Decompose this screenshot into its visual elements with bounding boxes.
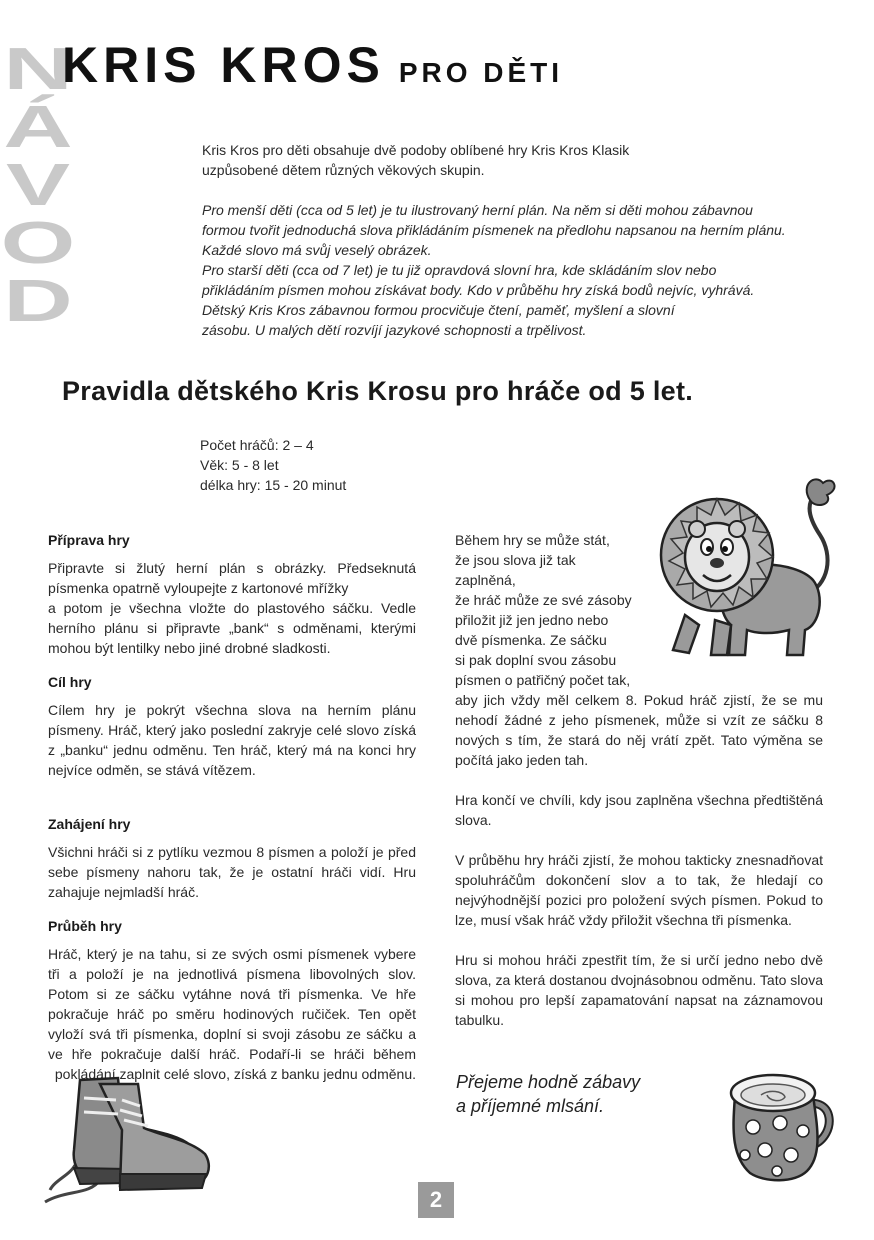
age-range: Věk: 5 - 8 let xyxy=(200,457,279,473)
left-column xyxy=(48,530,416,1084)
game-duration: délka hry: 15 - 20 minut xyxy=(200,477,347,493)
lion-illustration xyxy=(655,465,845,665)
side-letter: V xyxy=(5,151,71,218)
game-meta xyxy=(200,435,346,495)
section-heading-course: Průběh hry xyxy=(48,918,122,934)
side-letter: N xyxy=(3,35,73,102)
page-title xyxy=(62,36,563,94)
intro-italic-paragraph: Pro menší děti (cca od 5 let) je tu ilustrovaný herní plán. Na něm si děti mohou zábavnou formou tvořit jednoduchá slova přikládáním písmenek na předlohu napsanou na herním plánu. Každé slovo má svůj veselý obrázek. Pro starší děti (cca od 7 let) je tu již opravdová slovní hra, kde skládáním slov nebo přikládáním písmen mohou získávat body. Kdo v průběhu hry získá bodů nejvíc, vyhrává. Dětský Kris Kros zábavnou formou procvičuje čtení, paměť, myšlení a slovní zásobu. U malých dětí rozvíjí jazykové schopnosti a trpělivost. xyxy=(202,202,786,338)
title-main: KRIS KROS xyxy=(62,37,385,93)
page-number: 2 xyxy=(418,1182,454,1218)
jug-illustration xyxy=(725,1065,840,1185)
right-paragraph-3: V průběhu hry hráči zjistí, že mohou takticky znesnadňovat spoluhráčům dokončení slov a to tak, že hledají co nejvýhodnější pozici pro položení svých písmen. Pokud to lze, musí však hráč vždy přiložit všechna tři písmenka. xyxy=(455,852,823,928)
rules-heading: Pravidla dětského Kris Krosu pro hráče od 5 let. xyxy=(62,376,694,406)
section-text-start: Všichni hráči si z pytlíku vezmou 8 písmen a položí je před sebe písmeny nahoru tak, že je ostatní hráči vidí. Hru zahajuje nejmladší hráč. xyxy=(48,844,416,900)
section-heading-goal: Cíl hry xyxy=(48,674,92,690)
section-heading-start: Zahájení hry xyxy=(48,816,131,832)
side-letter: D xyxy=(3,267,73,334)
section-text-goal: Cílem hry je pokrýt všechna slova na herním plánu písmeny. Hráč, který jako poslední zakryje celé slovo získá z „banku“ jednu odměnu. Ten hráč, který má na konci hry nejvíce odměn, se stává vítězem. xyxy=(48,702,416,778)
wish-line-1: Přejeme hodně zábavy xyxy=(456,1072,641,1092)
side-letter: Á xyxy=(3,93,73,160)
right-paragraph-1-wrap: Během hry se může stát, že jsou slova již tak zaplněná, že hráč může ze své zásoby přiložit již jen jedno nebo dvě písmenka. Ze sáčku si pak doplní svou zásobu písmen o patřičný počet tak, xyxy=(455,532,632,688)
side-letter: O xyxy=(0,209,76,276)
title-sub: PRO DĚTI xyxy=(398,57,564,88)
shoes-illustration xyxy=(40,1070,215,1210)
right-paragraph-4: Hru si mohou hráči zpestřit tím, že si určí jedno nebo dvě slova, za která dostanou dvojnásobnou odměnu. Tato slova si mohou pro lepší zapamatování napsat na záznamovou tabulku. xyxy=(455,952,823,1028)
right-paragraph-2: Hra končí ve chvíli, kdy jsou zaplněna všechna předtištěná slova. xyxy=(455,792,823,828)
players-count: Počet hráčů: 2 – 4 xyxy=(200,437,314,453)
section-heading-preparation: Příprava hry xyxy=(48,532,130,548)
right-paragraph-1-rest: aby jich vždy měl celkem 8. Pokud hráč zjistí, že se mu nehodí žádné z jeho písmenek, může si vzít ze sáčku 8 nových s tím, že stará do něj vrátí zpět. Tato výměna se počítá jako jeden tah. xyxy=(455,692,823,768)
intro-paragraph: Kris Kros pro děti obsahuje dvě podoby oblíbené hry Kris Kros Klasik uzpůsobené dětem různých věkových skupin. xyxy=(202,142,630,178)
intro xyxy=(202,140,812,340)
section-text-course: Hráč, který je na tahu, si ze svých osmi písmenek vybere tři a položí je na jednotlivá písmena libovolných slov. Potom si ze sáčku vytáhne nová tři písmenka. Ve hře pokračuje hráč po směru hodinových ručiček. Ten opět vyloží svá tři písmenka, doplní si svoji zásobu ze sáčku a ve hře pokračuje další hráč. Podaří-li se hráči během pokládání zaplnit celé slovo, získá z banku jednu odměnu. xyxy=(48,946,416,1082)
wish-line-2: a příjemné mlsání. xyxy=(456,1096,605,1116)
closing-wish xyxy=(456,1070,640,1118)
section-text-preparation: Připravte si žlutý herní plán s obrázky. Předseknutá písmenka opatrně vyloupejte z kartonové mřížky a potom je všechna vložte do plastového sáčku. Vedle herního plánu si připravte „bank“ s odměnami, kterými mohou být lentilky nebo jiné drobné sladkosti. xyxy=(48,560,416,656)
